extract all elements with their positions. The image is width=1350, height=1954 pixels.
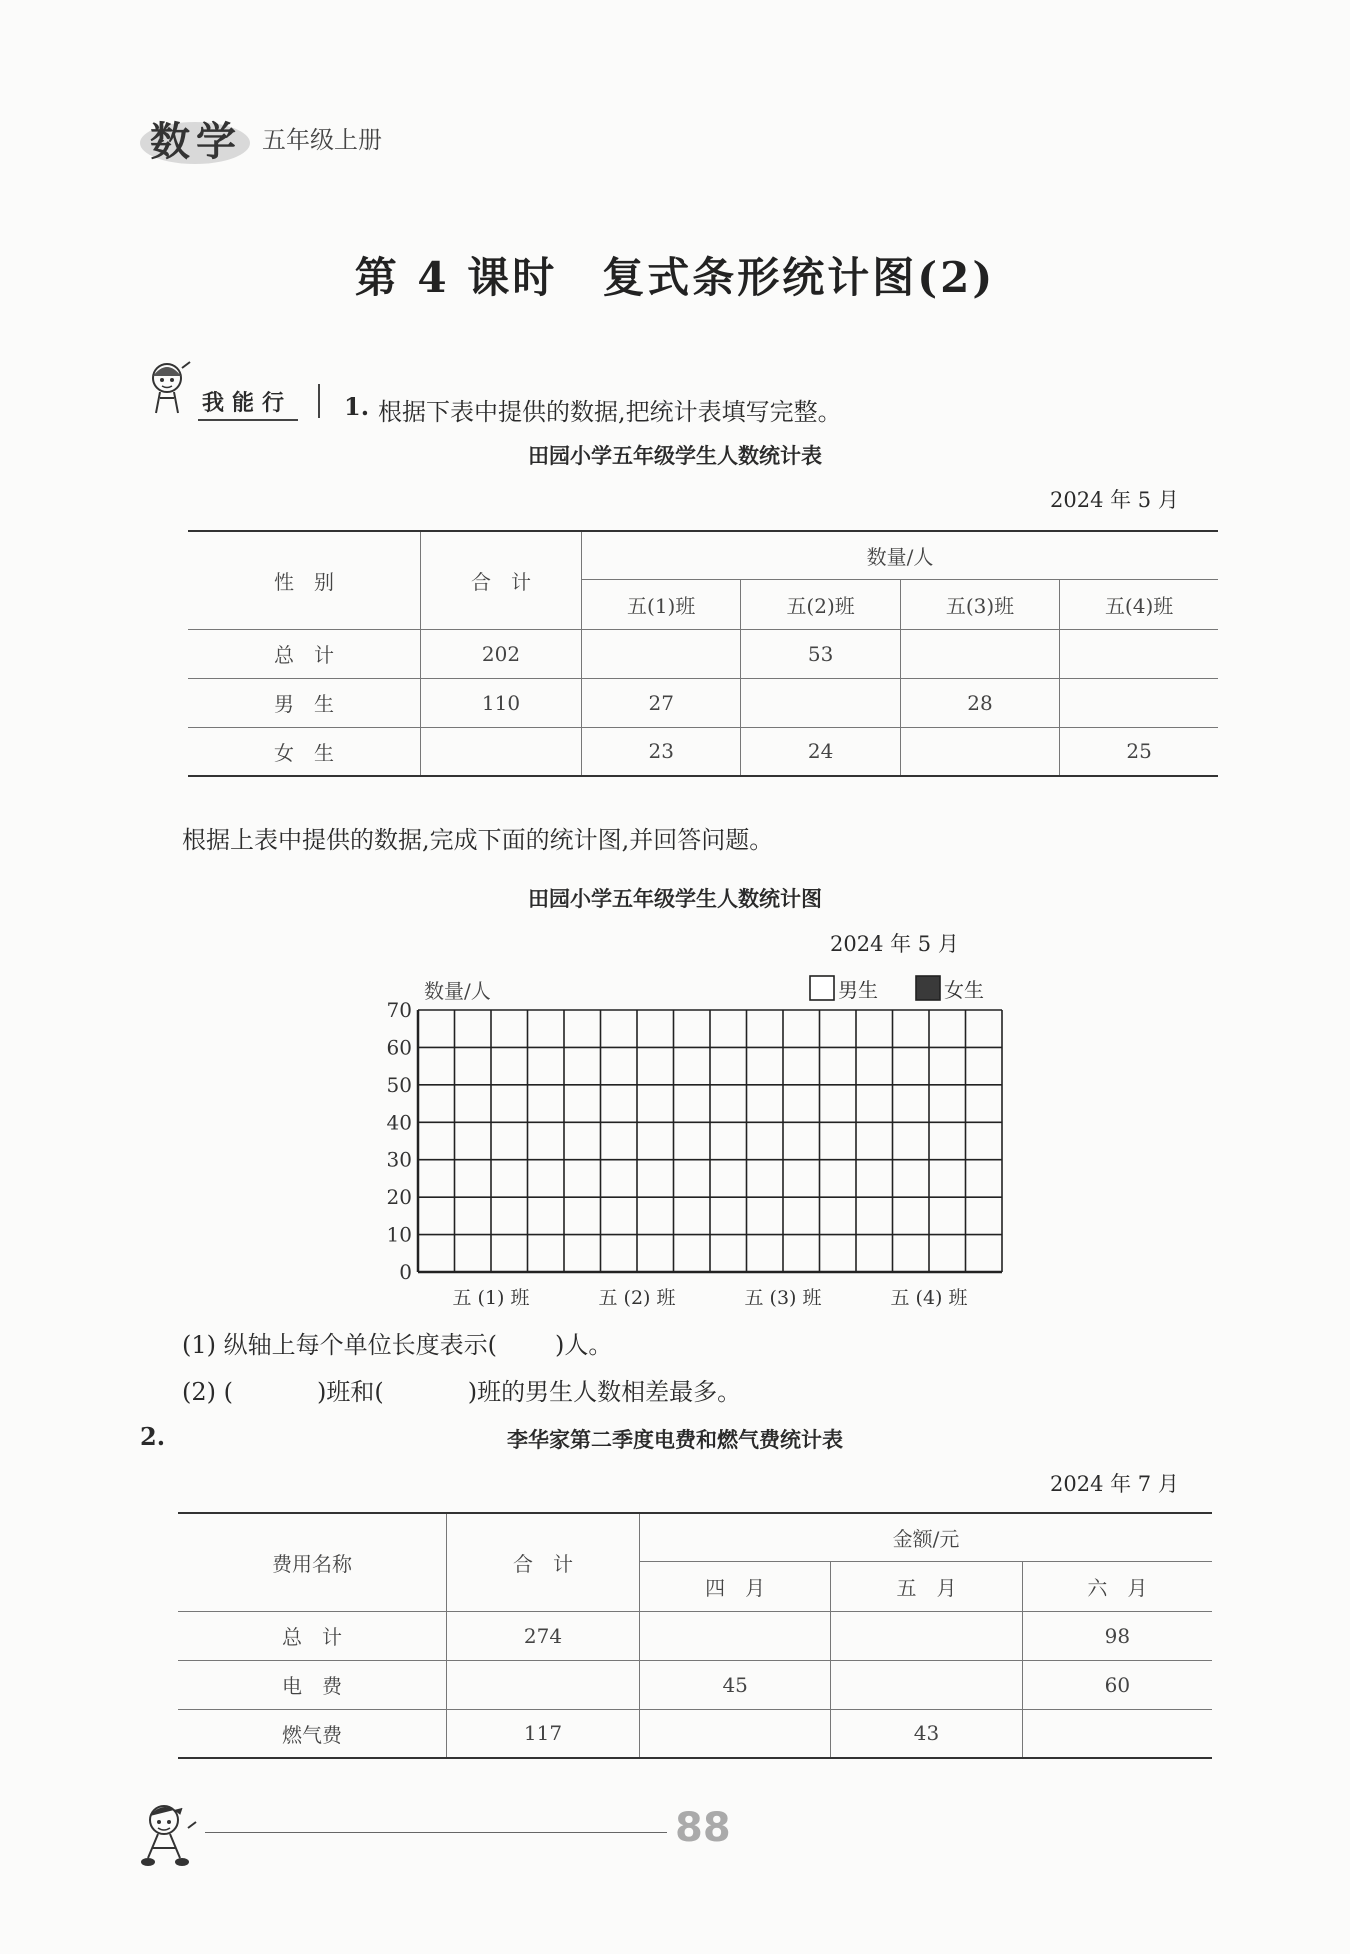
lesson-title: 第 4 课时 复式条形统计图(2) bbox=[354, 253, 996, 302]
answer-cell[interactable] bbox=[831, 1611, 1022, 1660]
q1-table bbox=[188, 530, 1218, 777]
table-row bbox=[178, 1660, 1212, 1709]
grade-label: 五年级上册 bbox=[262, 126, 382, 154]
answer-cell[interactable] bbox=[640, 1709, 831, 1758]
row-label: 总 计 bbox=[188, 629, 421, 678]
row-label: 电 费 bbox=[178, 1660, 447, 1709]
y-axis-label: 数量/人 bbox=[424, 979, 491, 1003]
q1-instruction: 根据上表中提供的数据,完成下面的统计图,并回答问题。 bbox=[182, 826, 774, 854]
answer-cell[interactable]: 45 bbox=[640, 1660, 831, 1709]
row-total: 202 bbox=[421, 629, 582, 678]
header-month-apr: 四 月 bbox=[640, 1561, 831, 1611]
q2-table bbox=[178, 1512, 1212, 1759]
badge-divider bbox=[318, 384, 320, 418]
chart-title: 田园小学五年级学生人数统计图 bbox=[528, 887, 822, 911]
header-amount: 金额/元 bbox=[640, 1513, 1213, 1561]
x-tick-label: 五 (2) 班 bbox=[598, 1287, 676, 1309]
row-label: 男 生 bbox=[188, 678, 421, 727]
legend-label: 女生 bbox=[944, 978, 984, 1002]
row-total[interactable] bbox=[421, 727, 582, 776]
y-tick-label: 30 bbox=[386, 1147, 412, 1172]
answer-cell[interactable] bbox=[1022, 1709, 1212, 1758]
x-tick-label: 五 (1) 班 bbox=[452, 1287, 530, 1309]
row-label: 总 计 bbox=[178, 1611, 447, 1660]
chart-date: 2024 年 5 月 bbox=[830, 932, 959, 956]
mascot-girl-icon bbox=[142, 358, 192, 418]
y-tick-label: 20 bbox=[386, 1185, 412, 1210]
q2-table-title: 李华家第二季度电费和燃气费统计表 bbox=[507, 1428, 843, 1452]
sub-question-2 bbox=[182, 1372, 741, 1407]
answer-cell[interactable] bbox=[640, 1611, 831, 1660]
sub-question-1 bbox=[182, 1325, 612, 1360]
row-label: 燃气费 bbox=[178, 1709, 447, 1758]
bar-chart[interactable] bbox=[370, 970, 1010, 1310]
q1-table-title: 田园小学五年级学生人数统计表 bbox=[528, 444, 822, 468]
header-total: 合 计 bbox=[421, 531, 582, 629]
header-quantity: 数量/人 bbox=[582, 531, 1219, 579]
q1-prompt: 根据下表中提供的数据,把统计表填写完整。 bbox=[378, 398, 842, 426]
header-total: 合 计 bbox=[447, 1513, 640, 1611]
answer-cell[interactable]: 98 bbox=[1022, 1611, 1212, 1660]
y-tick-label: 50 bbox=[386, 1072, 412, 1097]
answer-cell[interactable]: 60 bbox=[1022, 1660, 1212, 1709]
mascot-boy-icon bbox=[138, 1798, 200, 1870]
y-tick-label: 60 bbox=[386, 1035, 412, 1060]
footer-rule bbox=[205, 1832, 667, 1833]
row-label: 女 生 bbox=[188, 727, 421, 776]
table-row bbox=[178, 1709, 1212, 1758]
x-tick-label: 五 (3) 班 bbox=[744, 1287, 822, 1309]
table-row bbox=[178, 1611, 1212, 1660]
header-class-4: 五(4)班 bbox=[1060, 579, 1218, 629]
answer-cell[interactable] bbox=[1060, 678, 1218, 727]
sub2-text-a: (2) ( bbox=[182, 1378, 233, 1406]
answer-cell[interactable]: 27 bbox=[582, 678, 741, 727]
legend-swatch bbox=[810, 976, 834, 1000]
legend-label: 男生 bbox=[838, 978, 878, 1002]
answer-cell[interactable] bbox=[741, 678, 900, 727]
answer-cell[interactable]: 28 bbox=[900, 678, 1059, 727]
header-fee-name: 费用名称 bbox=[178, 1513, 447, 1611]
y-tick-label: 10 bbox=[386, 1222, 412, 1247]
table-row bbox=[188, 727, 1218, 776]
header-gender: 性 别 bbox=[188, 531, 421, 629]
answer-cell[interactable] bbox=[1060, 629, 1218, 678]
answer-cell[interactable]: 24 bbox=[741, 727, 900, 776]
sub2-text-c: )班的男生人数相差最多。 bbox=[467, 1378, 742, 1406]
table-row bbox=[188, 678, 1218, 727]
header-class-3: 五(3)班 bbox=[900, 579, 1059, 629]
legend-swatch bbox=[916, 976, 940, 1000]
y-tick-label: 0 bbox=[399, 1260, 412, 1284]
y-tick-label: 40 bbox=[386, 1110, 412, 1135]
answer-cell[interactable] bbox=[900, 727, 1059, 776]
header-class-1: 五(1)班 bbox=[582, 579, 741, 629]
page-number: 88 bbox=[675, 1805, 731, 1851]
header bbox=[0, 0, 1350, 170]
answer-cell[interactable] bbox=[831, 1660, 1022, 1709]
row-total: 274 bbox=[447, 1611, 640, 1660]
sub1-text-a: (1) 纵轴上每个单位长度表示( bbox=[182, 1331, 497, 1359]
answer-cell[interactable] bbox=[900, 629, 1059, 678]
sub1-text-b: )人。 bbox=[555, 1331, 613, 1359]
header-class-2: 五(2)班 bbox=[741, 579, 900, 629]
q2-number: 2. bbox=[140, 1422, 166, 1451]
badge-label: 我能行 bbox=[198, 386, 298, 421]
row-total[interactable] bbox=[447, 1660, 640, 1709]
header-month-may: 五 月 bbox=[831, 1561, 1022, 1611]
y-tick-label: 70 bbox=[386, 998, 412, 1022]
answer-cell[interactable] bbox=[582, 629, 741, 678]
table-row bbox=[188, 629, 1218, 678]
sub2-text-b: )班和( bbox=[317, 1378, 384, 1406]
book-title: 数学 bbox=[150, 119, 242, 165]
answer-cell[interactable]: 25 bbox=[1060, 727, 1218, 776]
x-tick-label: 五 (4) 班 bbox=[890, 1287, 968, 1309]
q1-table-date: 2024 年 5 月 bbox=[1050, 488, 1179, 512]
row-total: 117 bbox=[447, 1709, 640, 1758]
q2-table-date: 2024 年 7 月 bbox=[1050, 1472, 1179, 1496]
row-total: 110 bbox=[421, 678, 582, 727]
header-month-jun: 六 月 bbox=[1022, 1561, 1212, 1611]
answer-cell[interactable]: 23 bbox=[582, 727, 741, 776]
q1-number: 1. bbox=[344, 392, 370, 421]
answer-cell[interactable]: 43 bbox=[831, 1709, 1022, 1758]
answer-cell[interactable]: 53 bbox=[741, 629, 900, 678]
